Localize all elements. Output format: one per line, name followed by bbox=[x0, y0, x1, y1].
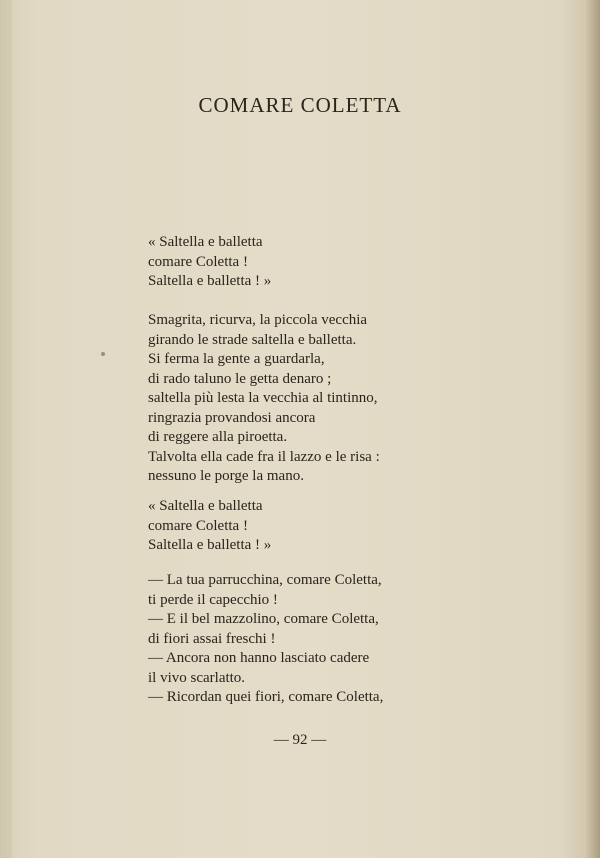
poem-line: « Saltella e balletta bbox=[148, 498, 263, 514]
poem-line: ti perde il capecchio ! bbox=[148, 591, 278, 608]
stanza-1 bbox=[148, 233, 271, 292]
stanza-4 bbox=[148, 571, 383, 708]
poem-line: Saltella e balletta ! » bbox=[148, 273, 272, 289]
poem-line: Talvolta ella cade fra il lazzo e le risa : bbox=[148, 448, 380, 465]
poem-line: nessuno le porge la mano. bbox=[148, 468, 304, 484]
poem-line: — La tua parrucchina, comare Coletta, bbox=[148, 572, 382, 588]
stanza-3 bbox=[148, 497, 271, 556]
poem-line: comare Coletta ! bbox=[148, 517, 248, 534]
page-number: — 92 — bbox=[273, 732, 327, 748]
poem-line: saltella più lesta la vecchia al tintinno, bbox=[148, 390, 378, 406]
poem-line: — E il bel mazzolino, comare Coletta, bbox=[148, 611, 379, 627]
poem-line: Smagrita, ricurva, la piccola vecchia bbox=[148, 312, 368, 328]
poem-line: di fiori assai freschi ! bbox=[148, 630, 276, 647]
page-gutter-right bbox=[584, 0, 600, 858]
poem-line: comare Coletta ! bbox=[148, 253, 248, 270]
poem-title: COMARE COLETTA bbox=[198, 93, 402, 117]
poem-line: — Ancora non hanno lasciato cadere bbox=[148, 650, 370, 666]
poem-line: « Saltella e balletta bbox=[148, 234, 263, 250]
poem-line: di reggere alla piroetta. bbox=[148, 429, 288, 445]
page-edge-left bbox=[0, 0, 12, 858]
poem-line: — Ricordan quei fiori, comare Coletta, bbox=[148, 689, 384, 705]
stanza-2 bbox=[148, 311, 380, 487]
paper-spot bbox=[101, 352, 105, 356]
poem-line: di rado taluno le getta denaro ; bbox=[148, 370, 332, 387]
poem-line: Si ferma la gente a guardarla, bbox=[148, 351, 325, 367]
poem-line: girando le strade saltella e balletta. bbox=[148, 331, 357, 348]
poem-line: ringrazia provandosi ancora bbox=[148, 409, 316, 426]
poem-line: il vivo scarlatto. bbox=[148, 669, 246, 686]
poem-line: Saltella e balletta ! » bbox=[148, 537, 272, 553]
